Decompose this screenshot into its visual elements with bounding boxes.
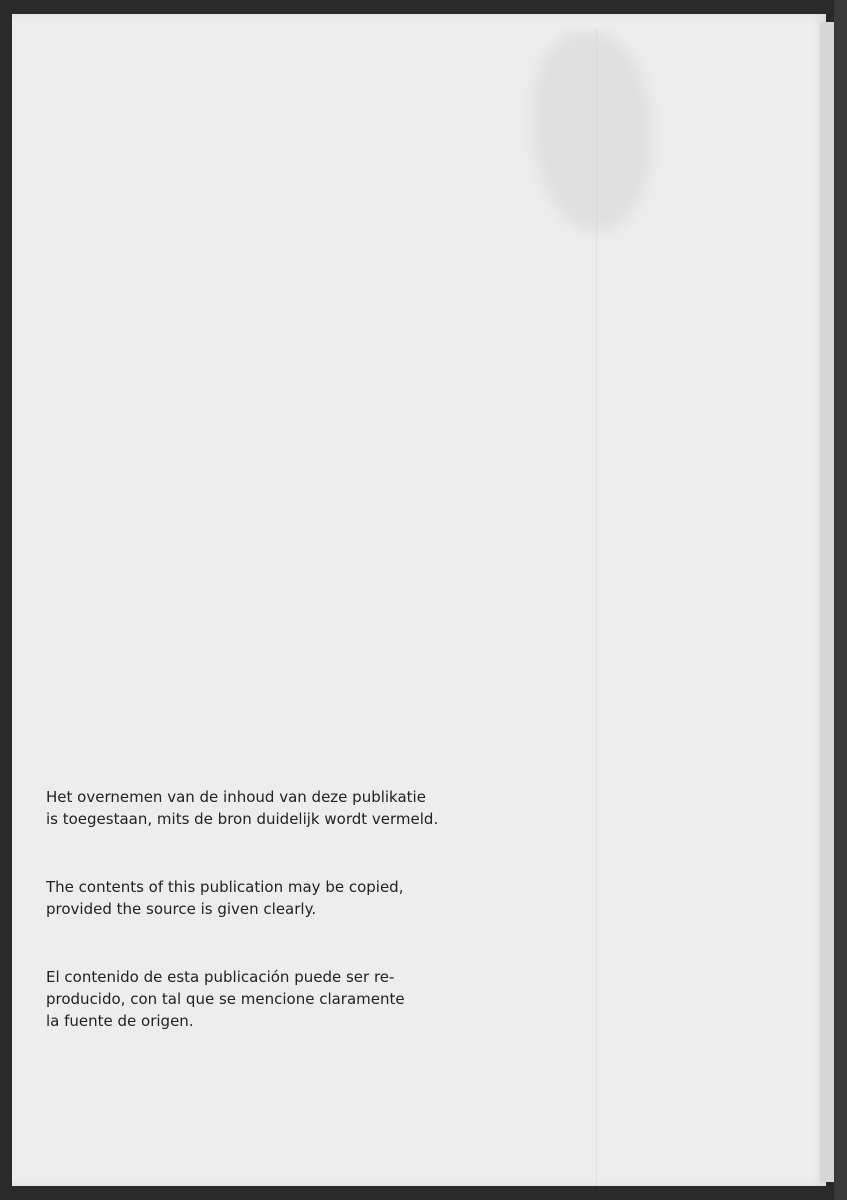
notice-line: Het overnemen van de inhoud van deze publikatie xyxy=(46,788,426,806)
page-crease xyxy=(596,28,597,1200)
notice-line: provided the source is given clearly. xyxy=(46,900,317,918)
notice-line: El contenido de esta publicación puede ser re- xyxy=(46,968,395,986)
copyright-notice-spanish xyxy=(46,966,506,1032)
copyright-notice-english xyxy=(46,876,506,920)
notice-line: is toegestaan, mits de bron duidelijk wordt vermeld. xyxy=(46,810,439,828)
binding-edge xyxy=(834,0,847,1200)
notice-line: producido, con tal que se mencione claramente xyxy=(46,990,405,1008)
notice-line: la fuente de origen. xyxy=(46,1012,194,1030)
notice-line: The contents of this publication may be copied, xyxy=(46,878,404,896)
page-edge xyxy=(820,22,834,1182)
copyright-notice-dutch xyxy=(46,786,506,830)
paper-stain xyxy=(532,32,652,232)
